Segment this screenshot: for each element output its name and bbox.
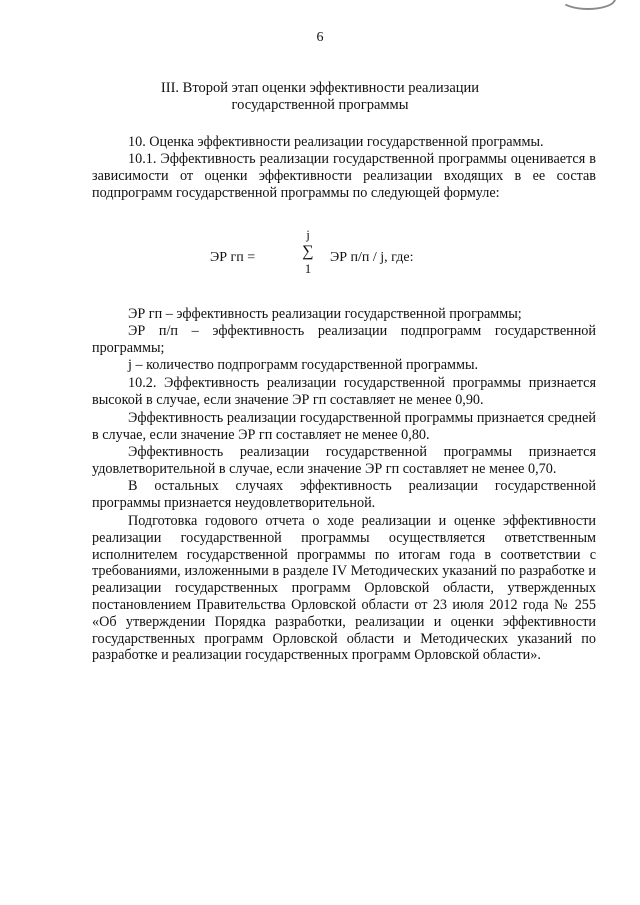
paragraph-annual-report: Подготовка годового отчета о ходе реализации и оценке эффективности реализации государственной программы осуществляется ответственным исполнителем государственной программы по итогам года в соответствии с требованиями, изложенными в разделе IV Методических указаний по разработке и реализации государственных программ Орловской области, утвержденных постановлением Правительства Орловской области от 23 июля 2012 года № 255 «Об утверждении Порядка разработки, реализации и оценки эффективности государственных программ Орловской области и Методических указаний по разработке и реализации государственных программ Орловской области». <box>92 513 596 664</box>
paragraph-satisfactory-efficiency: Эффективность реализации государственной программы признается удовлетворительной в случае, если значение ЭР гп составляет не менее 0,70. <box>92 444 596 477</box>
formula-sigma-symbol: ∑ <box>302 243 314 260</box>
paragraph-10-2: 10.2. Эффективность реализации государственной программы признается высокой в случае, если значение ЭР гп составляет не менее 0,90. <box>92 375 596 408</box>
definition-er-gp: ЭР гп – эффективность реализации государственной программы; <box>128 306 522 322</box>
efficiency-formula <box>210 228 470 298</box>
definition-er-pp: ЭР п/п – эффективность реализации подпрограмм государственной программы; <box>92 323 596 356</box>
paragraph-10-1: 10.1. Эффективность реализации государственной программы оценивается в зависимости от оценки эффективности реализации входящих в ее состав подпрограмм государственной программы по следующей формуле: <box>92 151 596 201</box>
section-heading <box>120 80 520 114</box>
paragraph-10: 10. Оценка эффективности реализации государственной программы. <box>128 134 544 150</box>
page-number: 6 <box>316 30 324 45</box>
formula-sum-lower-limit: 1 <box>304 261 312 276</box>
definition-j: j – количество подпрограмм государственной программы. <box>128 357 479 373</box>
section-heading-line-2: государственной программы <box>231 97 409 113</box>
paragraph-other-cases: В остальных случаях эффективность реализации государственной программы признается неудовлетворительной. <box>92 478 596 511</box>
formula-rhs: ЭР п/п / j, где: <box>330 250 414 265</box>
formula-sum <box>296 228 320 276</box>
paragraph-medium-efficiency: Эффективность реализации государственной программы признается средней в случае, если значение ЭР гп составляет не менее 0,80. <box>92 410 596 443</box>
formula-lhs: ЭР гп = <box>210 250 256 265</box>
formula-sum-upper-limit: j <box>306 227 310 242</box>
section-heading-line-1: III. Второй этап оценки эффективности реализации <box>160 80 480 96</box>
corner-scan-mark <box>560 0 616 10</box>
